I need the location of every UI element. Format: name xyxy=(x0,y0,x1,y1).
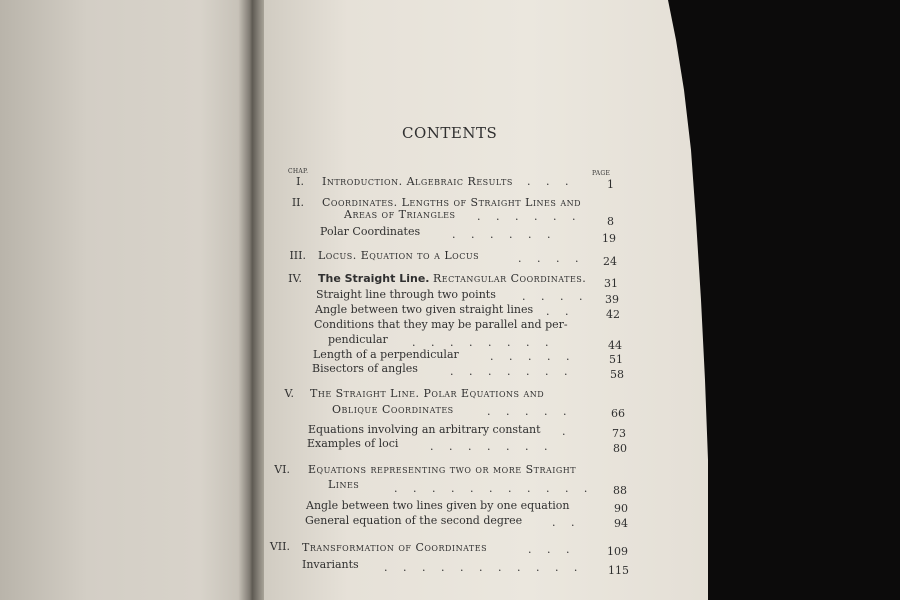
toc-entry: Areas of Triangles xyxy=(344,208,456,221)
toc-entry: Oblique Coordinates xyxy=(332,403,454,416)
page-number: 31 xyxy=(604,277,618,290)
toc-entry: Lines xyxy=(328,478,360,491)
page-number: 19 xyxy=(602,232,616,245)
chapter-number: V. xyxy=(284,387,294,400)
toc-entry: Examples of loci xyxy=(307,437,399,450)
page-number: 109 xyxy=(607,545,628,558)
page-number: 73 xyxy=(612,427,626,440)
leader-dots: . . xyxy=(546,305,575,318)
chap-label: CHAP. xyxy=(288,168,309,175)
page-number: 8 xyxy=(607,215,614,228)
page-number: 24 xyxy=(603,255,617,268)
leader-dots: . . . . . . . xyxy=(430,440,554,453)
leader-dots: . . . . . xyxy=(487,405,573,418)
page-number: 90 xyxy=(614,502,628,515)
toc-entry: Length of a perpendicular xyxy=(313,348,459,361)
toc-entry: Angle between two lines given by one equation xyxy=(306,499,570,512)
left-page xyxy=(0,0,250,600)
toc-entry: General equation of the second degree xyxy=(305,514,523,527)
leader-dots: . . . . . . xyxy=(452,228,557,241)
toc-entry: Equations involving an arbitrary constant xyxy=(308,423,541,436)
page-number: 58 xyxy=(610,368,624,381)
leader-dots: . . xyxy=(552,516,581,529)
toc-entry: Coordinates. Lengths of Straight Lines and xyxy=(322,196,582,209)
chapter-number: III. xyxy=(289,249,306,262)
page-number: 1 xyxy=(607,178,614,191)
leader-dots: . . . xyxy=(528,543,576,556)
chapter-number: II. xyxy=(291,196,304,209)
chapter-number: VI. xyxy=(274,463,290,476)
page-number: 51 xyxy=(609,353,623,366)
leader-dots: . . . . . . . xyxy=(450,365,574,378)
contents-title: CONTENTS xyxy=(402,124,498,142)
leader-dots: . . . . . . xyxy=(477,210,582,223)
page-number: 88 xyxy=(613,484,627,497)
toc-entry: Locus. Equation to a Locus xyxy=(318,249,480,262)
chapter-number: VII. xyxy=(269,540,290,553)
chapter-number: IV. xyxy=(288,272,302,285)
toc-entry-subtitle: Rectangular Coordinates. xyxy=(432,272,587,285)
chapter-number: I. xyxy=(296,175,304,188)
toc-entry: The Straight Line. Polar Equations and xyxy=(310,387,545,400)
page-number: 66 xyxy=(611,407,625,420)
page-number: 44 xyxy=(608,339,622,352)
toc-entry: Bisectors of angles xyxy=(312,362,418,375)
leader-dots: . . . . . . . . . . . xyxy=(384,561,584,574)
leader-dots: . . . xyxy=(527,175,575,188)
leader-dots: . . . . . xyxy=(490,350,576,363)
toc-entry-bold: The Straight Line. xyxy=(318,272,430,285)
toc-entry: pendicular xyxy=(328,333,388,346)
page-number: 94 xyxy=(614,517,628,530)
toc-entry: Equations representing two or more Straight xyxy=(308,463,577,476)
toc-entry: Polar Coordinates xyxy=(320,225,421,238)
page-number: 115 xyxy=(608,564,629,577)
leader-dots: . . . . xyxy=(518,252,585,265)
page-number: 80 xyxy=(613,442,627,455)
toc-entry: Transformation of Coordinates xyxy=(302,541,488,554)
leader-dots: . . . . . . . . xyxy=(412,336,555,349)
toc-entry: Invariants xyxy=(302,558,359,571)
toc-entry: Conditions that they may be parallel and per- xyxy=(314,318,568,331)
toc-entry xyxy=(318,272,586,285)
page-number: 42 xyxy=(606,308,620,321)
toc-entry: Angle between two given straight lines xyxy=(315,303,534,316)
page-number: 39 xyxy=(605,293,619,306)
toc-entry: Introduction. Algebraic Results xyxy=(322,175,513,188)
leader-dots: . . . . xyxy=(522,290,589,303)
page-label: PAGE xyxy=(592,170,611,177)
book-gutter xyxy=(238,0,264,600)
table-of-contents xyxy=(269,0,632,600)
leader-dots: . xyxy=(562,425,572,438)
toc-entry: Straight line through two points xyxy=(316,288,496,301)
leader-dots: . . . . . . . . . . . xyxy=(394,482,594,495)
